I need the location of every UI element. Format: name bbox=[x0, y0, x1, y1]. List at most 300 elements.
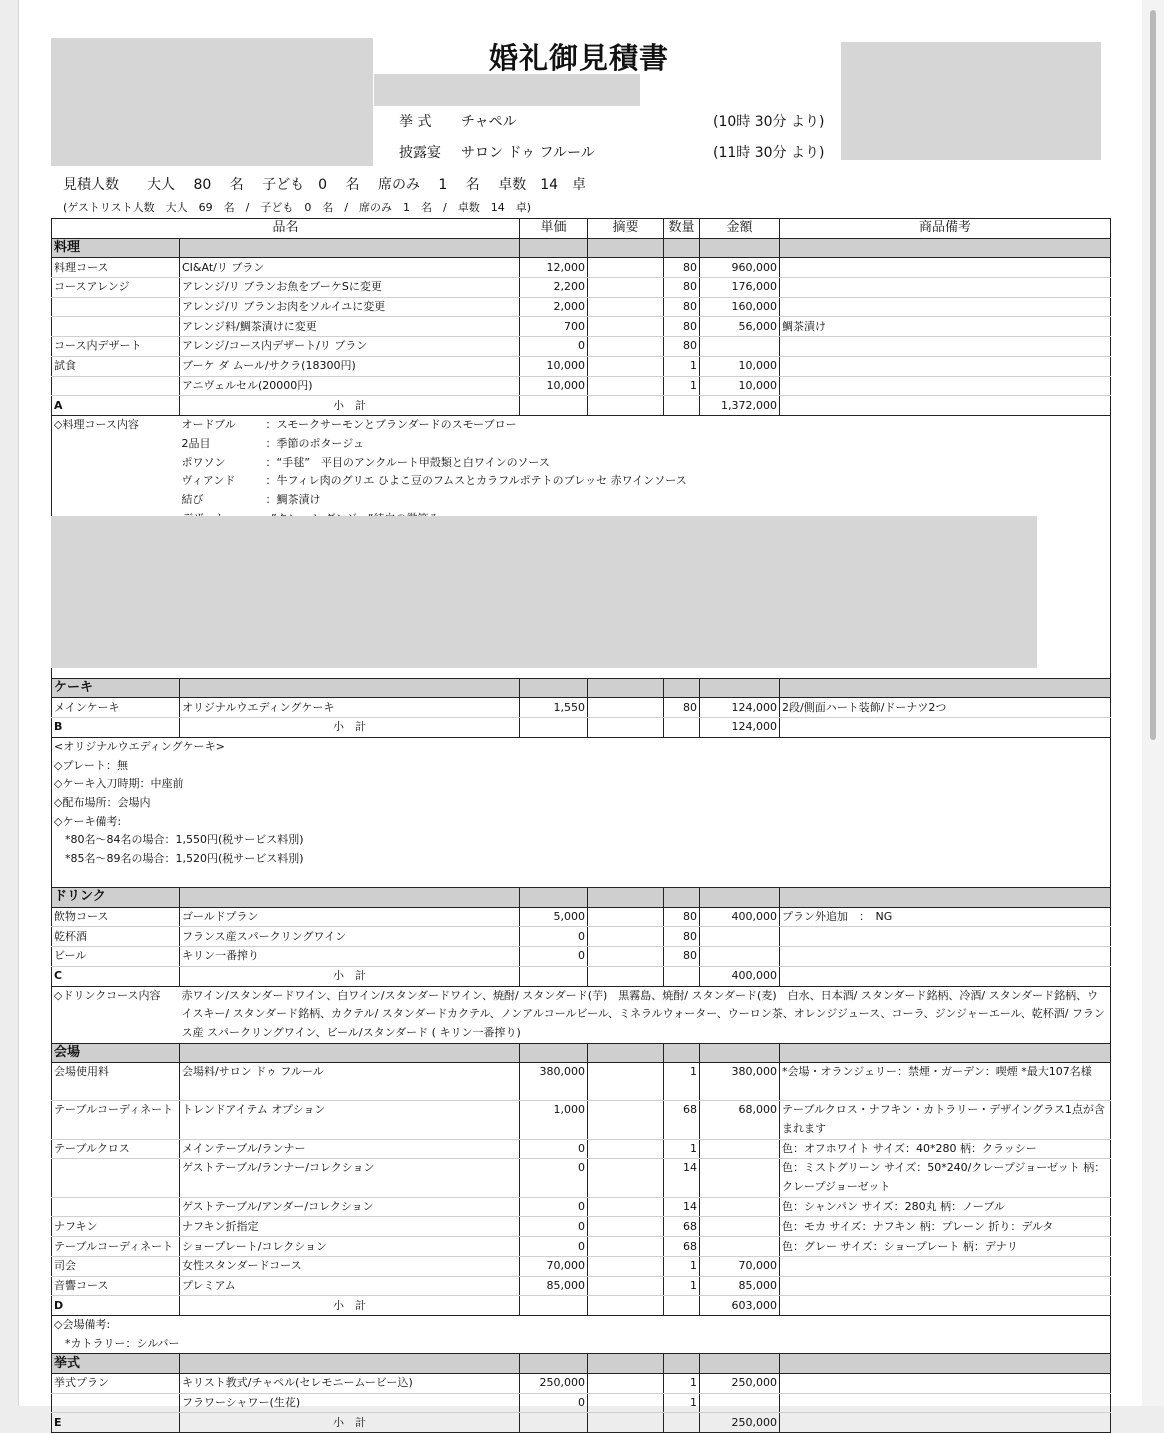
table-cell bbox=[588, 297, 664, 317]
table-cell bbox=[588, 278, 664, 298]
table-row bbox=[52, 317, 1111, 337]
table-cell: ナフキン折指定 bbox=[180, 1217, 520, 1237]
reception-time: (11時 30分 より) bbox=[713, 145, 825, 161]
note-row bbox=[52, 453, 1111, 472]
table-row bbox=[52, 258, 1111, 278]
table-cell bbox=[520, 238, 588, 258]
table-cell: 1 bbox=[664, 1276, 700, 1296]
table-cell bbox=[588, 1296, 664, 1316]
table-cell bbox=[780, 356, 1111, 376]
note-content bbox=[180, 472, 1111, 491]
table-cell bbox=[700, 1354, 780, 1374]
table-cell: 1 bbox=[664, 1256, 700, 1276]
table-cell bbox=[588, 1217, 664, 1237]
note-row bbox=[52, 737, 1111, 756]
table-cell: アレンジ/コース内デザート/リ ブラン bbox=[180, 337, 520, 357]
note-label bbox=[52, 453, 180, 472]
table-cell bbox=[588, 258, 664, 278]
table-cell: ゴールドプラン bbox=[180, 907, 520, 927]
table-cell bbox=[664, 1296, 700, 1316]
note-content bbox=[180, 435, 1111, 454]
table-cell: アレンジ料/鯛茶漬けに変更 bbox=[180, 317, 520, 337]
table-cell bbox=[780, 1413, 1111, 1433]
table-cell bbox=[180, 238, 520, 258]
table-cell: 10,000 bbox=[700, 356, 780, 376]
table-cell: 会場料/サロン ドゥ フルール bbox=[180, 1063, 520, 1101]
table-cell: アレンジ/リ ブランお魚をブーケSに変更 bbox=[180, 278, 520, 298]
table-cell: 80 bbox=[664, 907, 700, 927]
table-cell bbox=[664, 1354, 700, 1374]
table-cell bbox=[664, 1413, 700, 1433]
table-cell bbox=[780, 888, 1111, 908]
note-value: ：“手毬” 平目のアンクルート甲殻類と白ワインのソース bbox=[265, 455, 550, 469]
table-cell: 80 bbox=[664, 297, 700, 317]
note-label: <オリジナルウエディングケーキ> bbox=[54, 739, 225, 753]
col-header-remarks: 商品備考 bbox=[780, 219, 1111, 239]
table-cell: 色：グレー サイズ：ショープレート 柄：デナリ bbox=[780, 1237, 1111, 1257]
table-cell bbox=[780, 1256, 1111, 1276]
table-cell: オリジナルウエディングケーキ bbox=[180, 698, 520, 718]
table-cell bbox=[52, 1197, 180, 1217]
redacted-block-topmid bbox=[374, 74, 640, 106]
section-header bbox=[52, 1043, 1111, 1063]
table-row bbox=[52, 927, 1111, 947]
note-label: ◇ケーキ入刀時期：中座前 bbox=[54, 777, 184, 791]
table-cell bbox=[700, 1159, 780, 1197]
note-label: *カトラリー：シルバー bbox=[54, 1336, 180, 1350]
subtotal-label: 小 計 bbox=[180, 1296, 520, 1316]
table-row bbox=[52, 698, 1111, 718]
table-cell bbox=[588, 337, 664, 357]
table-cell: 1,550 bbox=[520, 698, 588, 718]
table-cell: 料理 bbox=[52, 238, 180, 258]
table-row bbox=[52, 297, 1111, 317]
table-cell: テーブルコーディネート bbox=[52, 1101, 180, 1139]
table-cell bbox=[780, 1373, 1111, 1393]
table-cell: メインケーキ bbox=[52, 698, 180, 718]
note-key: オードブル bbox=[181, 418, 236, 432]
table-row bbox=[52, 1237, 1111, 1257]
table-cell: *会場・オランジェリー：禁煙・ガーデン：喫煙 *最大107名様 bbox=[780, 1063, 1111, 1101]
table-cell: 挙式 bbox=[52, 1354, 180, 1374]
table-cell bbox=[588, 1256, 664, 1276]
table-cell: 色：モカ サイズ：ナフキン 柄：プレーン 折り：デルタ bbox=[780, 1217, 1111, 1237]
section-header bbox=[52, 888, 1111, 908]
table-cell: 250,000 bbox=[700, 1373, 780, 1393]
note-row bbox=[52, 435, 1111, 454]
table-cell bbox=[588, 1139, 664, 1159]
note-key: 2品目 bbox=[181, 436, 211, 450]
table-row bbox=[52, 907, 1111, 927]
table-cell bbox=[780, 337, 1111, 357]
note-row bbox=[52, 756, 1111, 775]
table-cell bbox=[520, 888, 588, 908]
table-cell: 68 bbox=[664, 1101, 700, 1139]
table-cell: 1 bbox=[664, 1063, 700, 1101]
table-cell: 10,000 bbox=[520, 376, 588, 396]
subtotal-label: 小 計 bbox=[180, 717, 520, 737]
estimate-table bbox=[51, 218, 1111, 1433]
table-cell bbox=[780, 717, 1111, 737]
table-cell bbox=[588, 356, 664, 376]
table-cell: 70,000 bbox=[520, 1256, 588, 1276]
table-cell bbox=[588, 1063, 664, 1101]
guestlist-line: (ゲストリスト人数 大人 69 名 / 子ども 0 名 / 席のみ 1 名 / 卓数 14 卓) bbox=[63, 201, 532, 214]
table-cell: 色：オフホワイト サイズ：40*280 柄：クラッシー bbox=[780, 1139, 1111, 1159]
table-cell bbox=[664, 717, 700, 737]
table-cell: テーブルコーディネート bbox=[52, 1237, 180, 1257]
table-cell bbox=[664, 238, 700, 258]
table-cell bbox=[588, 888, 664, 908]
table-cell: E bbox=[52, 1413, 180, 1433]
table-cell bbox=[664, 396, 700, 416]
table-cell bbox=[52, 297, 180, 317]
table-cell: 女性スタンダードコース bbox=[180, 1256, 520, 1276]
table-cell: 0 bbox=[520, 1217, 588, 1237]
table-cell bbox=[52, 317, 180, 337]
table-row bbox=[52, 1197, 1111, 1217]
table-cell: 2,000 bbox=[520, 297, 588, 317]
table-cell: キリン一番搾り bbox=[180, 947, 520, 967]
table-cell: 乾杯酒 bbox=[52, 927, 180, 947]
table-row bbox=[52, 1256, 1111, 1276]
table-cell bbox=[700, 678, 780, 698]
table-cell: 160,000 bbox=[700, 297, 780, 317]
table-cell bbox=[780, 1276, 1111, 1296]
table-cell: 1 bbox=[664, 1139, 700, 1159]
table-cell: 68 bbox=[664, 1217, 700, 1237]
table-cell: 飲物コース bbox=[52, 907, 180, 927]
table-cell: 176,000 bbox=[700, 278, 780, 298]
ceremony-label: 挙 式 bbox=[399, 114, 432, 130]
table-cell: 80 bbox=[664, 927, 700, 947]
note-row bbox=[52, 1335, 1111, 1354]
table-cell: テーブルクロス・ナフキン・カトラリー・デザイングラス1点が含まれます bbox=[780, 1101, 1111, 1139]
table-cell bbox=[588, 907, 664, 927]
table-cell: 80 bbox=[664, 698, 700, 718]
table-cell bbox=[588, 1373, 664, 1393]
table-cell bbox=[700, 1217, 780, 1237]
table-cell: 0 bbox=[520, 927, 588, 947]
subtotal-row bbox=[52, 966, 1111, 986]
table-row bbox=[52, 1063, 1111, 1101]
document-page bbox=[18, 0, 1144, 1429]
table-cell: 960,000 bbox=[700, 258, 780, 278]
table-cell bbox=[520, 396, 588, 416]
table-cell: 12,000 bbox=[520, 258, 588, 278]
table-cell: コース内デザート bbox=[52, 337, 180, 357]
table-cell: 1 bbox=[664, 1393, 700, 1413]
table-cell: 80 bbox=[664, 278, 700, 298]
table-cell bbox=[780, 1354, 1111, 1374]
table-cell bbox=[664, 678, 700, 698]
ceremony-time: (10時 30分 より) bbox=[713, 114, 825, 130]
table-cell: 1 bbox=[664, 1373, 700, 1393]
table-cell: 色：シャンパン サイズ：280丸 柄：ノーブル bbox=[780, 1197, 1111, 1217]
table-cell bbox=[700, 888, 780, 908]
table-cell bbox=[588, 1276, 664, 1296]
table-row bbox=[52, 1276, 1111, 1296]
table-cell bbox=[588, 698, 664, 718]
note-row bbox=[52, 472, 1111, 491]
table-cell bbox=[588, 1413, 664, 1433]
table-cell: 0 bbox=[520, 1139, 588, 1159]
table-row bbox=[52, 1101, 1111, 1139]
table-cell: 0 bbox=[520, 1159, 588, 1197]
table-cell: メインテーブル/ランナー bbox=[180, 1139, 520, 1159]
note-label bbox=[52, 491, 180, 510]
table-row bbox=[52, 1217, 1111, 1237]
section-header bbox=[52, 1354, 1111, 1374]
table-cell bbox=[588, 927, 664, 947]
table-row bbox=[52, 278, 1111, 298]
subtotal-label: 小 計 bbox=[180, 396, 520, 416]
table-cell bbox=[700, 337, 780, 357]
table-cell: 14 bbox=[664, 1197, 700, 1217]
table-cell: 70,000 bbox=[700, 1256, 780, 1276]
subtotal-row bbox=[52, 1296, 1111, 1316]
table-cell: B bbox=[52, 717, 180, 737]
table-cell bbox=[52, 376, 180, 396]
note-value: ：スモークサーモンとブランダードのスモーブロー bbox=[265, 418, 517, 432]
table-cell bbox=[780, 927, 1111, 947]
note-row bbox=[52, 868, 1111, 887]
note-row bbox=[52, 812, 1111, 831]
note-row bbox=[52, 491, 1111, 510]
table-cell: フランス産スパークリングワイン bbox=[180, 927, 520, 947]
table-cell bbox=[520, 1354, 588, 1374]
scrollbar-thumb[interactable] bbox=[1150, 10, 1156, 740]
table-cell: 124,000 bbox=[700, 717, 780, 737]
table-cell: ゲストテーブル/アンダー/コレクション bbox=[180, 1197, 520, 1217]
table-cell: キリスト教式/チャペル(セレモニームービー込) bbox=[180, 1373, 520, 1393]
table-cell bbox=[780, 1393, 1111, 1413]
section-header bbox=[52, 238, 1111, 258]
drink-course-note bbox=[52, 986, 1111, 1043]
table-row bbox=[52, 1139, 1111, 1159]
table-cell bbox=[700, 1043, 780, 1063]
table-cell: プレミアム bbox=[180, 1276, 520, 1296]
table-cell: 鯛茶漬け bbox=[780, 317, 1111, 337]
table-cell: 0 bbox=[520, 1237, 588, 1257]
estimate-body bbox=[52, 219, 1111, 1433]
table-cell: C bbox=[52, 966, 180, 986]
note-label: ◇料理コース内容 bbox=[54, 418, 139, 432]
table-cell: コースアレンジ bbox=[52, 278, 180, 298]
table-cell: 1,372,000 bbox=[700, 396, 780, 416]
table-cell: 5,000 bbox=[520, 907, 588, 927]
note-label: ◇会場備考: bbox=[54, 1318, 111, 1332]
note-label: ◇プレート：無 bbox=[54, 758, 129, 772]
note-value: ：鯛茶漬け bbox=[265, 492, 321, 506]
table-cell bbox=[588, 1237, 664, 1257]
table-cell bbox=[780, 278, 1111, 298]
table-cell bbox=[780, 1043, 1111, 1063]
table-cell: 380,000 bbox=[700, 1063, 780, 1101]
table-cell: 80 bbox=[664, 337, 700, 357]
table-cell bbox=[700, 1237, 780, 1257]
table-cell bbox=[588, 966, 664, 986]
note-label: *85名～89名の場合：1,520円(税サービス料別) bbox=[54, 852, 304, 866]
table-cell bbox=[520, 966, 588, 986]
table-row bbox=[52, 1159, 1111, 1197]
table-cell: アレンジ/リ ブランお肉をソルイユに変更 bbox=[180, 297, 520, 317]
table-cell bbox=[520, 1043, 588, 1063]
note-row bbox=[52, 850, 1111, 869]
table-cell bbox=[588, 678, 664, 698]
table-cell: ショープレート/コレクション bbox=[180, 1237, 520, 1257]
table-cell bbox=[52, 1393, 180, 1413]
table-cell: D bbox=[52, 1296, 180, 1316]
subtotal-label: 小 計 bbox=[180, 966, 520, 986]
note-row bbox=[52, 794, 1111, 813]
note-row bbox=[52, 1315, 1111, 1334]
table-cell bbox=[180, 1354, 520, 1374]
table-cell bbox=[588, 1393, 664, 1413]
table-cell: 1,000 bbox=[520, 1101, 588, 1139]
table-cell: 2,200 bbox=[520, 278, 588, 298]
table-cell bbox=[780, 238, 1111, 258]
table-cell: 2段/側面ハート装飾/ドーナツ2つ bbox=[780, 698, 1111, 718]
subtotal-row bbox=[52, 717, 1111, 737]
subtotal-row bbox=[52, 396, 1111, 416]
table-cell: 試食 bbox=[52, 356, 180, 376]
table-cell bbox=[180, 1043, 520, 1063]
note-label: ◇ケーキ備考: bbox=[54, 814, 122, 828]
reception-label: 披露宴 bbox=[399, 145, 441, 161]
table-cell bbox=[180, 888, 520, 908]
table-cell bbox=[588, 717, 664, 737]
table-cell: 1 bbox=[664, 356, 700, 376]
col-header-unit-price: 単価 bbox=[520, 219, 588, 239]
table-cell bbox=[780, 1296, 1111, 1316]
table-cell: 0 bbox=[520, 337, 588, 357]
table-cell: 68 bbox=[664, 1237, 700, 1257]
table-cell: 80 bbox=[664, 258, 700, 278]
note-key: 結び bbox=[181, 492, 204, 506]
table-cell bbox=[780, 678, 1111, 698]
table-cell: ビール bbox=[52, 947, 180, 967]
table-cell: 挙式プラン bbox=[52, 1373, 180, 1393]
table-cell bbox=[180, 678, 520, 698]
col-header-summary: 摘要 bbox=[588, 219, 664, 239]
table-cell: 0 bbox=[520, 1197, 588, 1217]
table-row bbox=[52, 1373, 1111, 1393]
col-header-qty: 数量 bbox=[664, 219, 700, 239]
table-cell: 400,000 bbox=[700, 907, 780, 927]
table-cell bbox=[780, 297, 1111, 317]
subtotal-row bbox=[52, 1413, 1111, 1433]
subtotal-label: 小 計 bbox=[180, 1413, 520, 1433]
table-cell: 1 bbox=[664, 376, 700, 396]
table-cell: ナフキン bbox=[52, 1217, 180, 1237]
table-cell: A bbox=[52, 396, 180, 416]
document-title: 婚礼御見積書 bbox=[489, 41, 670, 75]
table-cell: 80 bbox=[664, 947, 700, 967]
table-cell bbox=[780, 947, 1111, 967]
note-row bbox=[52, 415, 1111, 434]
table-cell: 司会 bbox=[52, 1256, 180, 1276]
table-cell bbox=[780, 376, 1111, 396]
redacted-block-menu bbox=[51, 516, 1037, 668]
table-row bbox=[52, 337, 1111, 357]
table-cell: 0 bbox=[520, 1393, 588, 1413]
table-row bbox=[52, 1393, 1111, 1413]
ceremony-venue: チャペル bbox=[461, 114, 517, 130]
table-cell bbox=[700, 1197, 780, 1217]
table-cell: 音響コース bbox=[52, 1276, 180, 1296]
table-cell bbox=[664, 888, 700, 908]
table-cell bbox=[588, 1354, 664, 1374]
table-cell: 250,000 bbox=[700, 1413, 780, 1433]
scrollbar[interactable] bbox=[1142, 0, 1164, 1406]
note-key: ポワソン bbox=[181, 455, 226, 469]
table-cell: CI&At/リ ブラン bbox=[180, 258, 520, 278]
note-label bbox=[52, 472, 180, 491]
redacted-block-topright bbox=[841, 42, 1101, 160]
note-key: ヴィアンド bbox=[181, 474, 236, 488]
table-cell: ドリンク bbox=[52, 888, 180, 908]
table-cell bbox=[700, 1393, 780, 1413]
section-header bbox=[52, 678, 1111, 698]
redacted-block-topleft bbox=[51, 38, 373, 166]
table-cell: 10,000 bbox=[700, 376, 780, 396]
table-cell bbox=[520, 678, 588, 698]
note-content: 赤ワイン/スタンダードワイン、白ワイン/スタンダードワイン、焼酎/ スタンダード(芋) 黒霧島、焼酎/ スタンダード(麦) 白水、日本酒/ スタンダード銘柄、冷酒/ スタンダード銘柄、ウイスキー/ スタンダード銘柄、カクテル/ スタンダードカクテル、ノンアルコールビール、ミネラルウォーター、ウーロン茶、オレンジジュース、コーラ、ジンジャーエール、乾杯酒/ フランス産 スパークリングワイン、ビール/スタンダード ( キリン一番搾り) bbox=[181, 988, 1105, 1039]
note-content bbox=[180, 415, 1111, 434]
table-cell bbox=[588, 376, 664, 396]
table-cell bbox=[700, 1139, 780, 1159]
table-cell: 会場使用料 bbox=[52, 1063, 180, 1101]
note-value: ：季節のポタージュ bbox=[265, 436, 365, 450]
table-cell: 380,000 bbox=[520, 1063, 588, 1101]
table-cell: アニヴェルセル(20000円) bbox=[180, 376, 520, 396]
note-label bbox=[52, 435, 180, 454]
table-cell bbox=[700, 238, 780, 258]
table-cell: 10,000 bbox=[520, 356, 588, 376]
table-cell bbox=[588, 1159, 664, 1197]
table-header bbox=[52, 219, 1111, 239]
table-cell bbox=[700, 947, 780, 967]
table-cell bbox=[588, 947, 664, 967]
table-cell: 色：ミストグリーン サイズ：50*240/クレープジョーゼット 柄：クレープジョーゼット bbox=[780, 1159, 1111, 1197]
note-label: ◇ドリンクコース内容 bbox=[54, 988, 161, 1002]
note-content bbox=[180, 491, 1111, 510]
note-content bbox=[180, 453, 1111, 472]
table-cell: 85,000 bbox=[700, 1276, 780, 1296]
table-cell: 400,000 bbox=[700, 966, 780, 986]
table-row bbox=[52, 947, 1111, 967]
table-cell: ブーケ ダ ムール/サクラ(18300円) bbox=[180, 356, 520, 376]
table-cell bbox=[588, 238, 664, 258]
table-cell bbox=[664, 1043, 700, 1063]
table-row bbox=[52, 376, 1111, 396]
table-cell bbox=[588, 1197, 664, 1217]
note-label bbox=[52, 868, 1111, 887]
table-cell: フラワーシャワー(生花) bbox=[180, 1393, 520, 1413]
table-cell bbox=[52, 1159, 180, 1197]
table-cell: ケーキ bbox=[52, 678, 180, 698]
note-label: *80名～84名の場合：1,550円(税サービス料別) bbox=[54, 833, 304, 847]
table-cell: トレンドアイテム オプション bbox=[180, 1101, 520, 1139]
table-cell bbox=[520, 1413, 588, 1433]
table-cell: 124,000 bbox=[700, 698, 780, 718]
table-cell: 68,000 bbox=[700, 1101, 780, 1139]
table-cell: 0 bbox=[520, 947, 588, 967]
table-cell: 700 bbox=[520, 317, 588, 337]
col-header-amount: 金額 bbox=[700, 219, 780, 239]
table-cell bbox=[780, 258, 1111, 278]
